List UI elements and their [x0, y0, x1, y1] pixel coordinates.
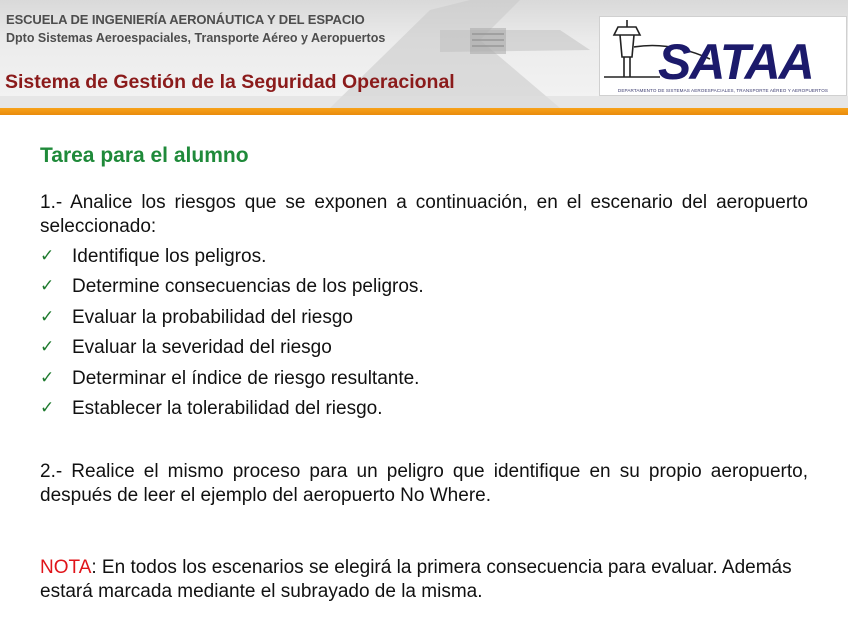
list-item-text: Determine consecuencias de los peligros.: [72, 276, 424, 298]
department-name: Dpto Sistemas Aeroespaciales, Transporte Aéreo y Aeropuertos: [6, 31, 386, 45]
note-text: : En todos los escenarios se elegirá la primera consecuencia para evaluar. Además estará marcada mediante el subrayado de la misma.: [40, 557, 792, 602]
checkmark-icon: ✓: [40, 397, 55, 418]
header-accent-bar: [0, 108, 848, 115]
checkmark-icon: ✓: [40, 306, 55, 327]
list-item: [40, 306, 808, 336]
checkmark-icon: ✓: [40, 337, 55, 358]
list-item-text: Identifique los peligros.: [72, 246, 267, 267]
list-item-text: Establecer la tolerabilidad del riesgo.: [72, 397, 383, 419]
checkmark-icon: ✓: [40, 276, 55, 297]
note-label: NOTA: [40, 557, 92, 578]
logo-wordmark: SATAA: [658, 34, 813, 87]
list-item: [40, 245, 808, 275]
list-item-text: Determinar el índice de riesgo resultante.: [72, 367, 420, 389]
control-tower-icon: [600, 17, 846, 87]
checkmark-icon: ✓: [40, 367, 55, 388]
list-item-text: Evaluar la severidad del riesgo: [72, 337, 332, 359]
instruction-paragraph-2: 2.- Realice el mismo proceso para un peligro que identifique en su propio aeropuerto, después de leer el ejemplo del aeropuerto No Where.: [40, 461, 808, 506]
list-item: [40, 367, 808, 397]
instruction-paragraph-1: 1.- Analice los riesgos que se exponen a continuación, en el escenario del aeropuerto seleccionado:: [40, 192, 808, 237]
logo-subtitle: DEPARTAMENTO DE SISTEMAS AEROESPACIALES, TRANSPORTE AÉREO Y AEROPUERTOS: [617, 88, 829, 93]
list-item: [40, 336, 808, 366]
task-checklist: [40, 245, 808, 427]
list-item: [40, 397, 808, 427]
page-title: Sistema de Gestión de la Seguridad Operacional: [5, 71, 455, 93]
school-name: ESCUELA DE INGENIERÍA AERONÁUTICA Y DEL ESPACIO: [6, 12, 365, 27]
task-heading: Tarea para el alumno: [40, 144, 249, 167]
sataa-logo: [599, 16, 847, 96]
list-item: [40, 275, 808, 305]
note-paragraph: [40, 556, 808, 604]
slide-header: [0, 0, 848, 108]
checkmark-icon: ✓: [40, 246, 55, 266]
list-item-text: Evaluar la probabilidad del riesgo: [72, 306, 353, 328]
